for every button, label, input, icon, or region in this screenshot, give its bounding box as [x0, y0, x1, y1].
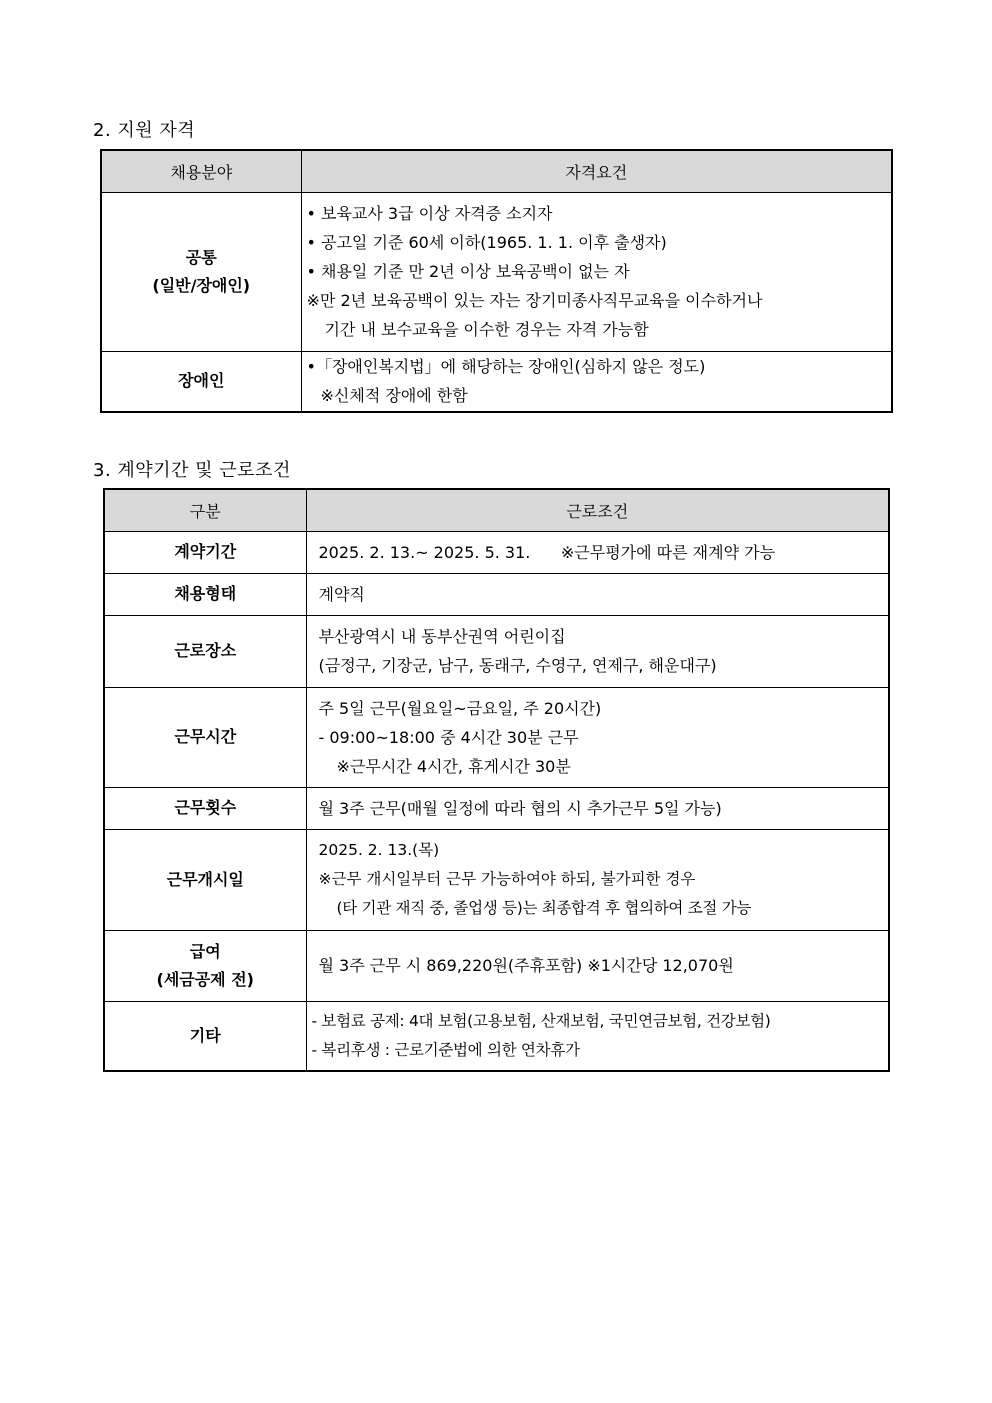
column-header-conditions: 근로조건: [306, 489, 889, 531]
row-label-line: 계약기간: [174, 542, 237, 561]
row-label-line: (일반/장애인): [152, 275, 251, 295]
row-label-work-frequency: [104, 787, 306, 829]
row-label-line: 기타: [189, 1025, 221, 1045]
row-content-salary: [306, 930, 889, 1001]
condition-line: 주 5일 근무(월요일~금요일, 주 20시간): [318, 698, 602, 718]
condition-note: ※근무시간 4시간, 휴게시간 30분: [336, 756, 571, 776]
section-2-heading: 2. 지원 자격: [93, 120, 196, 141]
requirement-line: • 보육교사 3급 이상 자격증 소지자: [306, 204, 553, 223]
row-label-line: (세금공제 전): [156, 969, 254, 989]
table-row: [104, 531, 889, 573]
requirement-note: ※만 2년 보육공백이 있는 자는 장기미종사직무교육을 이수하거나: [306, 291, 763, 310]
row-content-work-hours: [306, 687, 889, 787]
requirement-note: ※신체적 장애에 한함: [320, 386, 468, 406]
row-label-employment-type: [104, 573, 306, 615]
condition-line: 계약직: [318, 584, 365, 604]
row-content-start-date: [306, 829, 889, 930]
column-header-category: 구분: [104, 489, 306, 531]
row-label-line: 근로장소: [174, 641, 237, 660]
row-label-line: 근무횟수: [174, 798, 237, 817]
row-label-other: [104, 1001, 306, 1071]
requirement-line: • 공고일 기준 60세 이하(1965. 1. 1. 이후 출생자): [306, 233, 667, 252]
table-row: [104, 1001, 889, 1071]
table-row: [104, 687, 889, 787]
condition-line: 2025. 2. 13.(목): [318, 841, 440, 859]
condition-line: 부산광역시 내 동부산권역 어린이집: [318, 627, 566, 646]
row-label-work-hours: [104, 687, 306, 787]
table-row: [101, 351, 892, 412]
row-content-contract-period: [306, 531, 889, 573]
row-content-disabled: [301, 351, 892, 412]
requirement-line: • 채용일 기준 만 2년 이상 보육공백이 없는 자: [306, 262, 630, 281]
condition-line: 2025. 2. 13.~ 2025. 5. 31. ※근무평가에 따른 재계약 가능: [318, 542, 776, 562]
column-header-field: 채용분야: [101, 150, 301, 192]
table-header-row: [104, 489, 889, 531]
row-content-work-location: [306, 615, 889, 687]
row-label-disabled: [101, 351, 301, 412]
requirement-note-continued: 기간 내 보수교육을 이수한 경우는 자격 가능함: [324, 320, 649, 339]
condition-note: ※근무 개시일부터 근무 가능하여야 하되, 불가피한 경우: [318, 870, 696, 888]
conditions-table: [103, 488, 890, 1072]
row-label-contract-period: [104, 531, 306, 573]
table-row: [104, 829, 889, 930]
condition-line: (금정구, 기장군, 남구, 동래구, 수영구, 연제구, 해운대구): [318, 656, 717, 675]
row-label-line: 채용형태: [174, 584, 237, 603]
condition-line: - 보험료 공제: 4대 보험(고용보험, 산재보험, 국민연금보험, 건강보험): [311, 1011, 771, 1030]
row-content-common: [301, 192, 892, 351]
table-row: [104, 573, 889, 615]
condition-line: 월 3주 근무 시 869,220원(주휴포함) ※1시간당 12,070원: [318, 956, 734, 975]
table-row: [104, 930, 889, 1001]
row-content-employment-type: [306, 573, 889, 615]
row-label-line: 근무시간: [174, 727, 237, 746]
row-label-salary: [104, 930, 306, 1001]
requirement-line: •「장애인복지법」에 해당하는 장애인(심하지 않은 정도): [306, 357, 706, 377]
table-row: [101, 192, 892, 351]
condition-line: 월 3주 근무(매월 일정에 따라 협의 시 추가근무 5일 가능): [318, 798, 722, 818]
row-label-line: 근무개시일: [166, 869, 244, 889]
eligibility-table: [100, 149, 893, 413]
column-header-requirements: 자격요건: [301, 150, 892, 192]
row-label-line: 장애인: [178, 371, 225, 391]
condition-note-continued: (타 기관 재직 중, 졸업생 등)는 최종합격 후 협의하여 조절 가능: [336, 899, 752, 917]
condition-line: - 복리후생 : 근로기준법에 의한 연차휴가: [311, 1040, 580, 1059]
row-label-line: 급여: [189, 941, 221, 961]
row-content-work-frequency: [306, 787, 889, 829]
row-label-work-location: [104, 615, 306, 687]
row-content-other: [306, 1001, 889, 1071]
row-label-common: [101, 192, 301, 351]
table-row: [104, 787, 889, 829]
condition-line: - 09:00~18:00 중 4시간 30분 근무: [318, 727, 579, 747]
table-row: [104, 615, 889, 687]
row-label-line: 공통: [185, 247, 217, 267]
row-label-start-date: [104, 829, 306, 930]
table-header-row: [101, 150, 892, 192]
section-3-heading: 3. 계약기간 및 근로조건: [93, 460, 291, 481]
